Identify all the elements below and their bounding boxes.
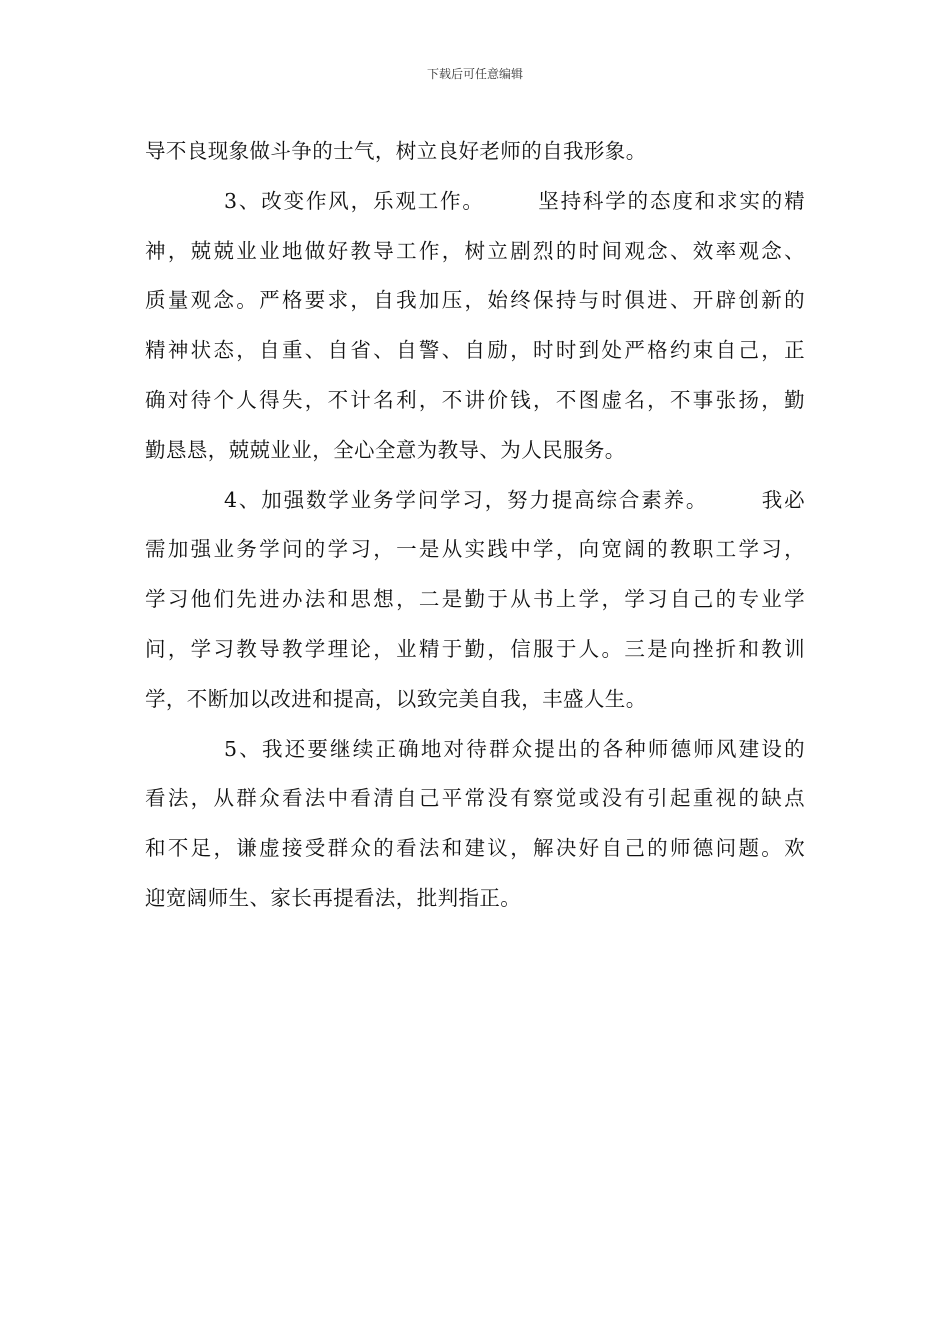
text-line: 精神状态，自重、自省、自警、自励，时时到处严格约束自己，正 <box>145 338 805 363</box>
paragraph-2 <box>145 177 805 476</box>
document-body <box>145 127 805 924</box>
text-segment: 我必 <box>760 487 805 512</box>
text-line: 看法，从群众看法中看清自己平常没有察觉或没有引起重视的缺点 <box>145 786 805 811</box>
paragraph-3 <box>145 476 805 725</box>
text-segment: 坚持科学的态度和求实的精 <box>536 188 805 213</box>
text-line: 需加强业务学问的学习，一是从实践中学，向宽阔的教职工学习， <box>145 537 805 562</box>
section-heading-3: 3、改变作风，乐观工作。 <box>224 188 485 213</box>
page-header: 下载后可任意编辑 <box>426 67 523 81</box>
text-line: 问，学习教导教学理论，业精于勤，信服于人。三是向挫折和教训 <box>145 636 805 661</box>
text-line: 神，兢兢业业地做好教导工作，树立剧烈的时间观念、效率观念、 <box>145 238 805 263</box>
text-line: 质量观念。严格要求，自我加压，始终保持与时俱进、开辟创新的 <box>145 288 805 313</box>
text-line: 学习他们先进办法和思想，二是勤于从书上学，学习自己的专业学 <box>145 587 805 612</box>
text-line: 勤恳恳，兢兢业业，全心全意为教导、为人民服务。 <box>145 437 626 462</box>
paragraph-4 <box>145 725 805 924</box>
text-line <box>145 177 805 227</box>
text-line: 导不良现象做斗争的士气，树立良好老师的自我形象。 <box>145 139 647 163</box>
text-line: 迎宽阔师生、家长再提看法，批判指正。 <box>145 885 522 910</box>
text-line: 学，不断加以改进和提高，以致完美自我，丰盛人生。 <box>145 686 647 711</box>
text-line: 5、我还要继续正确地对待群众提出的各种师德师风建设的 <box>224 736 805 761</box>
section-heading-4: 4、加强数学业务学问学习，努力提高综合素养。 <box>224 487 709 512</box>
paragraph-1 <box>145 127 805 177</box>
text-line: 确对待个人得失，不计名利，不讲价钱，不图虚名，不事张扬，勤 <box>145 387 805 412</box>
text-line <box>145 476 805 526</box>
text-line: 和不足，谦虚接受群众的看法和建议，解决好自己的师德问题。欢 <box>145 836 805 861</box>
